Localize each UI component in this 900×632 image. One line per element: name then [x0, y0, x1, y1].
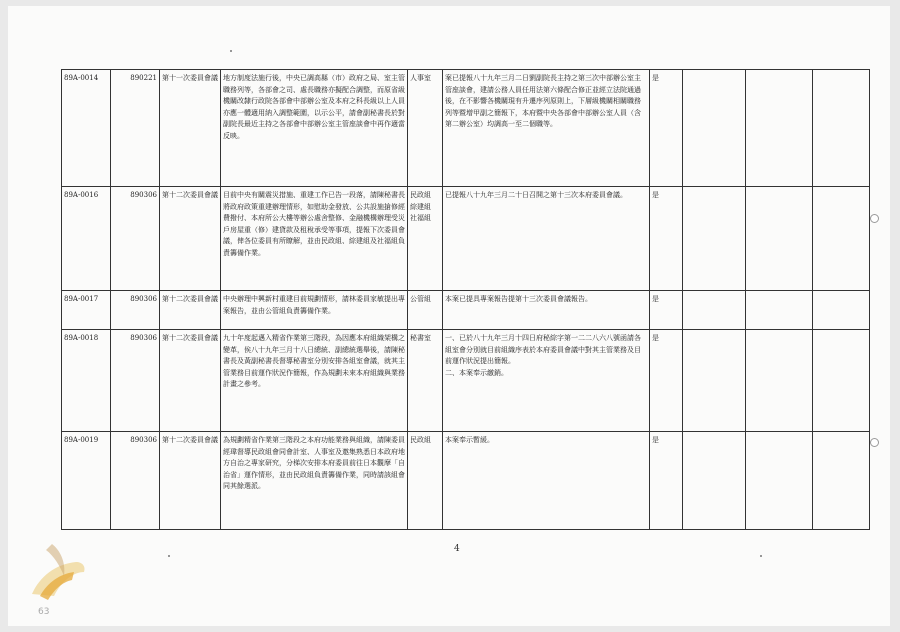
closed-cell: 是 [650, 432, 683, 530]
case-id-cell: 89A-0014 [62, 70, 111, 187]
responsible-unit-cell: 秘書室 [408, 330, 443, 432]
table-row [62, 291, 870, 330]
scan-speck [168, 555, 170, 557]
date-cell: 890306 [111, 291, 160, 330]
closed-cell: 是 [650, 70, 683, 187]
case-id-cell: 89A-0017 [62, 291, 111, 330]
case-id-cell: 89A-0016 [62, 187, 111, 291]
scan-speck [760, 555, 762, 557]
date-cell: 890221 [111, 70, 160, 187]
binding-hole [870, 438, 879, 447]
status-cell: 一、已於八十九年三月十四日府秘綜字第一二二八六八號函請各組室會分別就目前組織序表於本府委員會議中對其主管業務及目前運作狀況提出簡報。 二、本案奉示繳銷。 [443, 330, 650, 432]
case-id-cell: 89A-0018 [62, 330, 111, 432]
responsible-unit-cell: 民政組 綜建組 社福組 [408, 187, 443, 291]
meeting-cell: 第十二次委員會議 [160, 187, 221, 291]
blank-cell [813, 330, 870, 432]
meeting-cell: 第十二次委員會議 [160, 291, 221, 330]
blank-cell [813, 432, 870, 530]
resolution-content-cell: 中央辦理中興新村重建目前規劃情形，請林委員家敏提出專案報告，並由公管組負責籌備作業。 [221, 291, 408, 330]
blank-cell [746, 432, 813, 530]
resolution-tracking-table [61, 69, 870, 530]
blank-cell [683, 432, 746, 530]
table-row [62, 330, 870, 432]
blank-cell [813, 291, 870, 330]
blank-cell [746, 70, 813, 187]
status-cell: 本案奉示暫緩。 [443, 432, 650, 530]
blank-cell [746, 291, 813, 330]
table-row [62, 187, 870, 291]
blank-cell [813, 187, 870, 291]
blank-cell [683, 330, 746, 432]
document-page [8, 6, 890, 626]
resolution-content-cell: 九十年度起邁入精省作業第三階段，為因應本府組織架構之變革，俟八十九年三月十八日總統、副總統選舉後，請陳秘書長及黃副秘書長督導秘書室分別安排各組室會議，就其主管業務目前運作狀況作簡報，作為規劃未來本府組織與業務計畫之參考。 [221, 330, 408, 432]
table-row [62, 70, 870, 187]
closed-cell: 是 [650, 187, 683, 291]
binding-hole [870, 214, 879, 223]
resolution-content-cell: 目前中央有關震災措施、重建工作已告一段落，請陳秘書長將政府政策重建辦理情形，如慰助金發放、公共設施搶修經費撥付、本府所公大樓等辦公處舍整修、金融機構辦理受災戶房屋重（修）建貸款及租稅承受等事項，提報下次委員會議，俾各位委員有所瞭解，並由民政組、綜建組及社福組負責籌備作業。 [221, 187, 408, 291]
responsible-unit-cell: 民政組 [408, 432, 443, 530]
status-cell: 本案已提具專案報告提第十三次委員會議報告。 [443, 291, 650, 330]
closed-cell: 是 [650, 291, 683, 330]
blank-cell [683, 187, 746, 291]
responsible-unit-cell: 公管組 [408, 291, 443, 330]
status-cell: 案已提報八十九年三月二日劉副院長主持之第三次中部辦公室主管座談會，建請公務人員任用法第六條配合修正並經立法院通過後，在不影響各機關現有升遷序列原則上，下層級機關相關職務列等暨增甲副之簡報下，本府暨中央各部會中部辦公室人員（含第二辦公室）均調高一至二個職等。 [443, 70, 650, 187]
blank-cell [746, 187, 813, 291]
date-cell: 890306 [111, 432, 160, 530]
meeting-cell: 第十二次委員會議 [160, 330, 221, 432]
blank-cell [813, 70, 870, 187]
closed-cell: 是 [650, 330, 683, 432]
meeting-cell: 第十二次委員會議 [160, 432, 221, 530]
blank-cell [683, 291, 746, 330]
table-row [62, 432, 870, 530]
responsible-unit-cell: 人事室 [408, 70, 443, 187]
watermark-text: 63 [38, 607, 50, 617]
page-number: 4 [454, 544, 460, 554]
blank-cell [746, 330, 813, 432]
case-id-cell: 89A-0019 [62, 432, 111, 530]
date-cell: 890306 [111, 187, 160, 291]
date-cell: 890306 [111, 330, 160, 432]
status-cell: 已提報八十九年三月二十日召開之第十三次本府委員會議。 [443, 187, 650, 291]
resolution-content-cell: 為規劃精省作業第三階段之本府功能業務與組織，請陳委員經瑋督導民政組會同會計室、人事室及邀集熟悉日本政府地方自治之專家研究，分梯次安排本府委員前往日本觀摩「自治省」運作情形，並由民政組負責籌備作業，同時請該組會同其餘選派。 [221, 432, 408, 530]
archive-watermark-icon [26, 536, 92, 618]
resolution-content-cell: 地方制度法施行後，中央已調高縣（市）政府之局、室主管職務列等，各部會之司、處長職務亦擬配合調整，而原省級機關改隸行政院各部會中部辦公室及本府之科長級以上人員亦應一體適用納入調整範圍，以示公平，請會副秘書長於對副院長最近主持之各部會中部辦公室主管座談會中再作適當反映。 [221, 70, 408, 187]
scan-speck [230, 50, 232, 52]
blank-cell [683, 70, 746, 187]
meeting-cell: 第十一次委員會議 [160, 70, 221, 187]
